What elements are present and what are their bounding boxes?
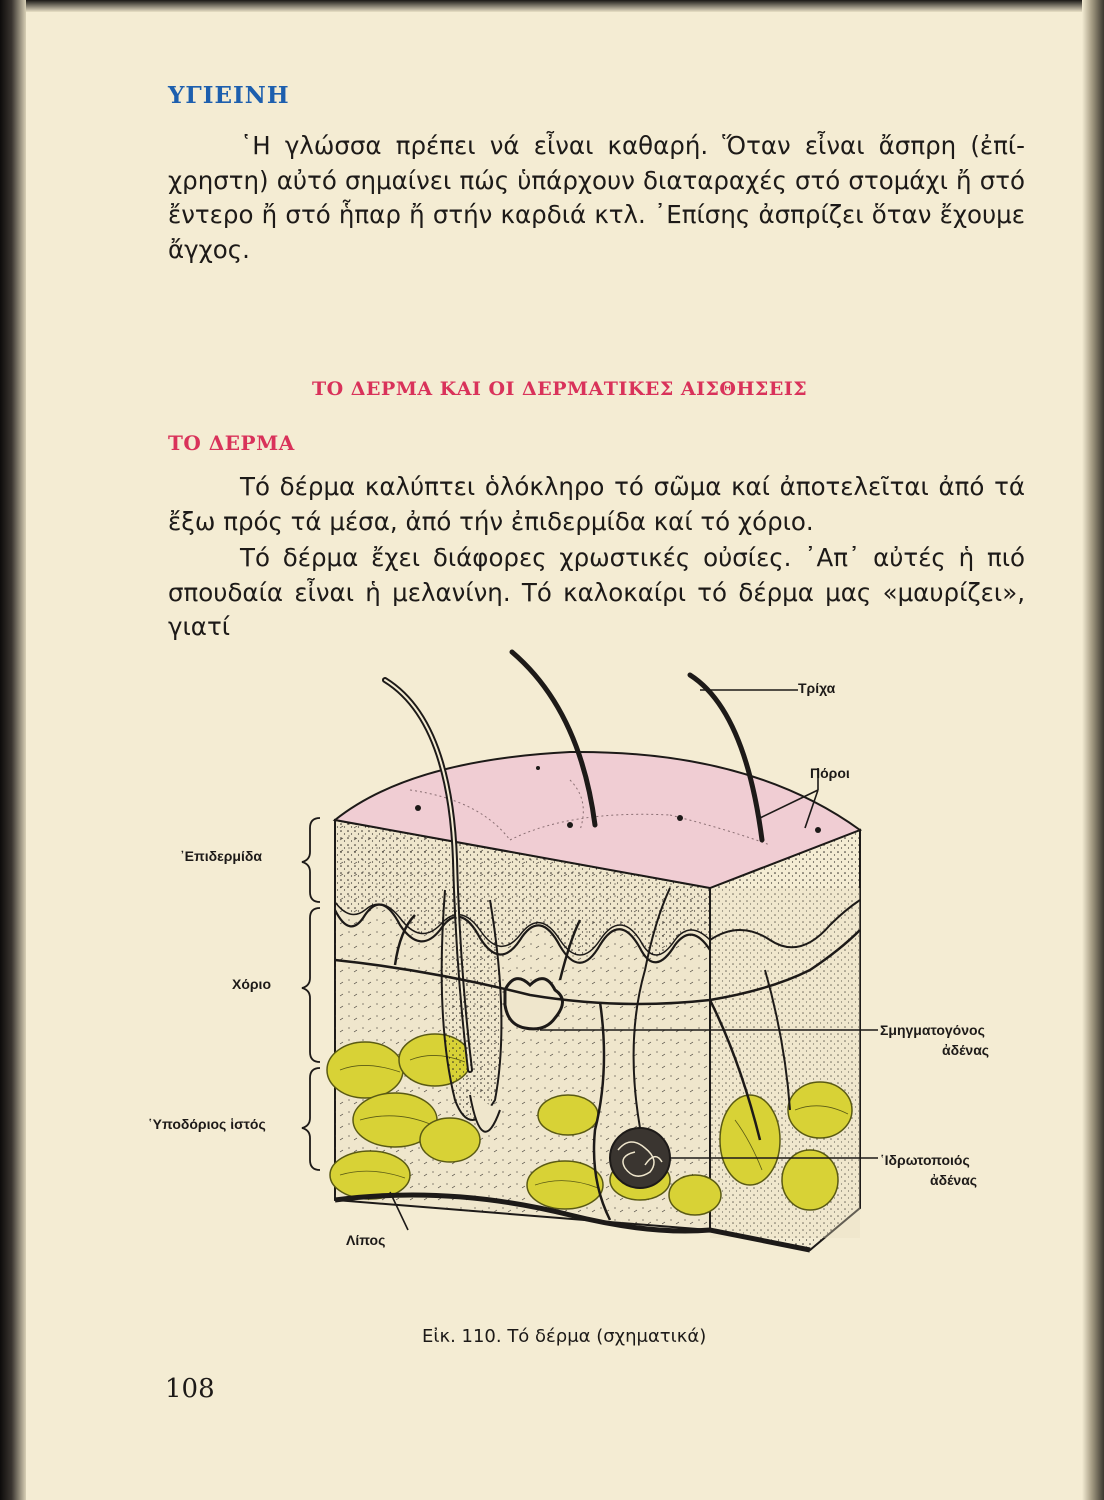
label-epidermis: ᾿Επιδερμίδα	[180, 848, 262, 864]
layer-brackets	[302, 818, 320, 1170]
label-dermis: Χόριο	[232, 976, 271, 992]
section-subheading: ΤΟ ΔΕΡΜΑ	[168, 431, 295, 455]
hygiene-paragraph: ῾Η γλώσσα πρέπει νά εἶναι καθαρή. Ὅταν εἶναι ἄσπρη (ἐπί-χρηστη) αὐτό σημαίνει πώς ὑπάρχουν διαταραχές στό στομάχι ἤ στό ἔντερο ἤ στό ἧπαρ ἤ στήν καρδιά κτλ. ᾿Επίσης ἀσπρίζει ὅταν ἔχουμε ἄγχος.	[168, 131, 1025, 264]
page-edge-left	[0, 0, 26, 1500]
label-subcutaneous: ῾Υποδόριος ἱστός	[148, 1116, 266, 1132]
page-edge-right	[1082, 0, 1104, 1500]
pore-dot	[567, 822, 573, 828]
hygiene-heading: ΥΓΙΕΙΝΗ	[168, 82, 290, 109]
skin-diagram	[150, 640, 1050, 1300]
label-sebaceous-1: Σμηγματογόνος	[880, 1022, 985, 1038]
figure-caption: Εἰκ. 110. Τό δέρμα (σχηματικά)	[422, 1326, 707, 1347]
pore-dot	[415, 805, 421, 811]
pore-dot	[677, 815, 683, 821]
label-hair: Τρίχα	[798, 680, 836, 696]
label-sweat-1: ῾Ιδρωτοποιός	[880, 1152, 970, 1168]
skin-paragraph-2: Τό δέρμα ἔχει διάφορες χρωστικές οὐσίες. ᾿Απ᾿ αὐτές ἡ πιό σπουδαία εἶναι ἡ μελανίνη. Τό καλοκαίρι τό δέρμα μας «μαυρίζει», γιατί	[168, 543, 1025, 641]
page-number: 108	[165, 1374, 215, 1404]
sebaceous-gland	[505, 979, 563, 1029]
label-fat: Λίπος	[346, 1232, 386, 1248]
page-edge-top	[0, 0, 1104, 12]
section-title: ΤΟ ΔΕΡΜΑ ΚΑΙ ΟΙ ΔΕΡΜΑΤΙΚΕΣ ΑΙΣΘΗΣΕΙΣ	[312, 378, 808, 400]
skin-diagram-svg	[150, 640, 1050, 1300]
skin-paragraph-1: Τό δέρμα καλύπτει ὁλόκληρο τό σῶμα καί ἀποτελεῖται ἀπό τά ἔξω πρός τά μέσα, ἀπό τήν ἐπιδερμίδα καί τό χόριο.	[168, 472, 1025, 536]
label-pores: Πόροι	[810, 765, 850, 781]
pore-dot	[815, 827, 821, 833]
label-sebaceous-2: ἀδένας	[942, 1042, 990, 1058]
label-sweat-2: ἀδένας	[930, 1172, 978, 1188]
